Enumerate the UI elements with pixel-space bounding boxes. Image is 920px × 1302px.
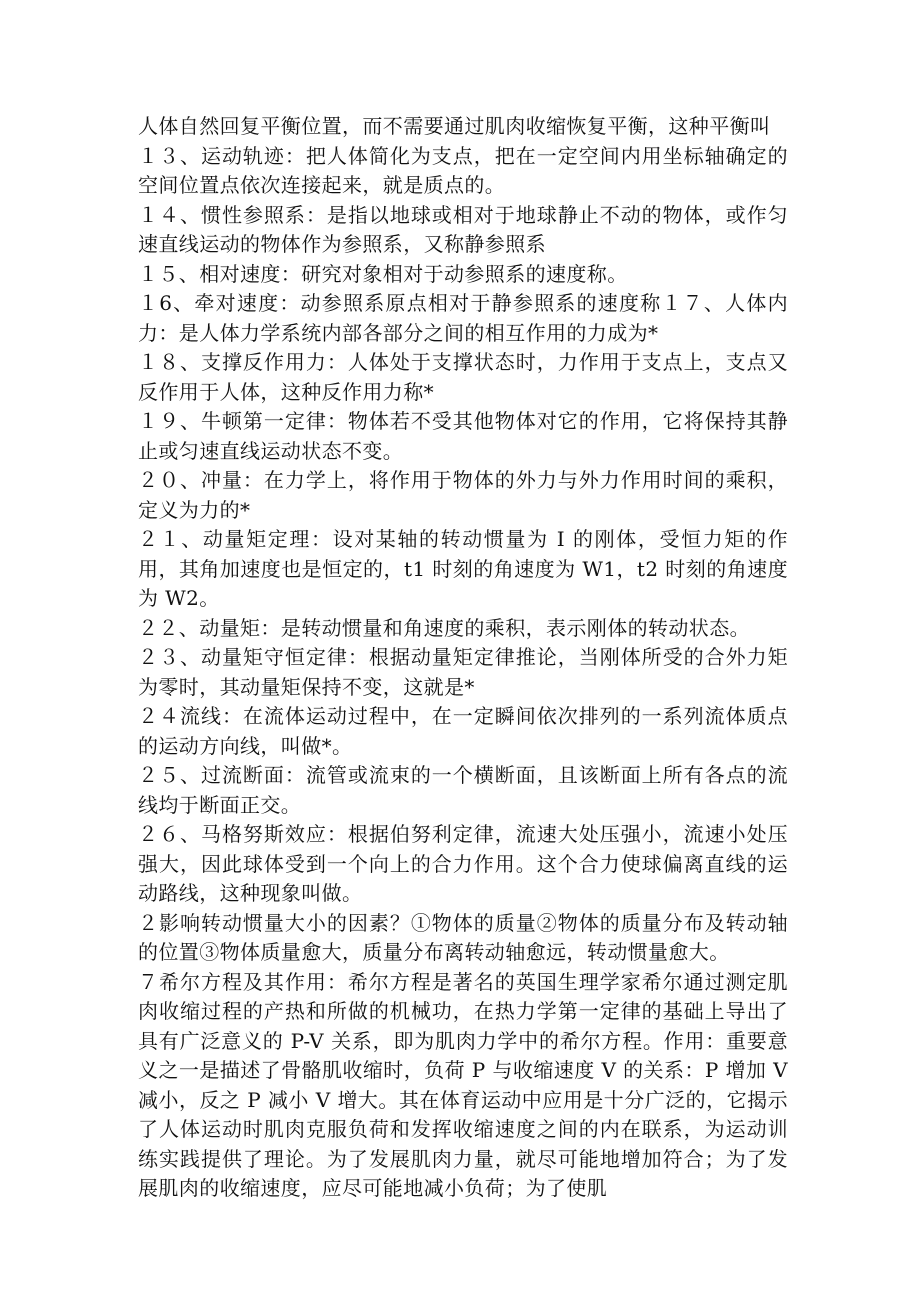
paragraph-moment-of-inertia-factors: ２影响转动惯量大小的因素？①物体的质量②物体的质量分布及转动轴的位置③物体质量愈大，质量分布离转动轴愈远，转动惯量愈大。 — [138, 910, 788, 964]
paragraph-24-streamline: ２４流线：在流体运动过程中，在一定瞬间依次排列的一系列流体质点的运动方向线，叫做*。 — [138, 704, 788, 758]
paragraph-14-inertial-frame: １４、惯性参照系：是指以地球或相对于地球静止不动的物体，或作匀速直线运动的物体作为参照系，又称静参照系 — [138, 202, 788, 256]
paragraph-19-newton-first-law: １９、牛顿第一定律：物体若不受其他物体对它的作用，它将保持其静止或匀速直线运动状态不变。 — [138, 409, 788, 463]
paragraph-20-impulse: ２０、冲量：在力学上，将作用于物体的外力与外力作用时间的乘积，定义为力的* — [138, 468, 788, 522]
document-body — [138, 112, 788, 1204]
paragraph-continuation: 人体自然回复平衡位置，而不需要通过肌肉收缩恢复平衡，这种平衡叫 — [138, 114, 771, 138]
paragraph-13-motion-trajectory: １３、运动轨迹：把人体简化为支点，把在一定空间内用坐标轴确定的空间位置点依次连接起来，就是质点的。 — [138, 143, 788, 197]
paragraph-15-relative-velocity: １５、相对速度：研究对象相对于动参照系的速度称。 — [138, 261, 628, 286]
paragraph-22-angular-momentum: ２２、动量矩：是转动惯量和角速度的乘积，表示刚体的转动状态。 — [138, 615, 750, 640]
paragraph-16-17-transport-velocity-internal-force: １6、牵对速度：动参照系原点相对于静参照系的速度称１７、人体内力：是人体力学系统内部各部分之间的相互作用的力成为* — [138, 291, 788, 345]
paragraph-hill-equation: ７希尔方程及其作用：希尔方程是著名的英国生理学家希尔通过测定肌肉收缩过程的产热和所做的机械功，在热力学第一定律的基础上导出了具有广泛意义的 P-V 关系，即为肌肉力学中的希尔方程。作用：重要意义之一是描述了骨骼肌收缩时，负荷 P 与收缩速度 V 的关系：P 增加 V 减小，反之 P 减小 V 增大。其在体育运动中应用是十分广泛的，它揭示了人体运动时肌肉克服负荷和发挥收缩速度之间的内在联系，为运动训练实践提供了理论。为了发展肌肉力量，就尽可能地增加符合；为了发展肌肉的收缩速度，应尽可能地减小负荷；为了使肌 — [138, 969, 788, 1200]
paragraph-23-conservation-angular-momentum: ２３、动量矩守恒定律：根据动量矩定律推论，当刚体所受的合外力矩为零时，其动量矩保持不变，这就是* — [138, 645, 788, 699]
paragraph-26-magnus-effect: ２６、马格努斯效应：根据伯努利定律，流速大处压强小，流速小处压强大，因此球体受到一个向上的合力作用。这个合力使球偏离直线的运动路线，这种现象叫做。 — [138, 822, 788, 905]
paragraph-21-angular-momentum-theorem: ２１、动量矩定理：设对某轴的转动惯量为 I 的刚体，受恒力矩的作用，其角加速度也是恒定的，t1 时刻的角速度为 W1，t2 时刻的角速度为 W2。 — [138, 527, 788, 610]
paragraph-18-support-reaction: １８、支撑反作用力：人体处于支撑状态时，力作用于支点上，支点又反作用于人体，这种反作用力称* — [138, 350, 788, 404]
paragraph-25-flow-cross-section: ２５、过流断面：流管或流束的一个横断面，且该断面上所有各点的流线均于断面正交。 — [138, 763, 788, 817]
